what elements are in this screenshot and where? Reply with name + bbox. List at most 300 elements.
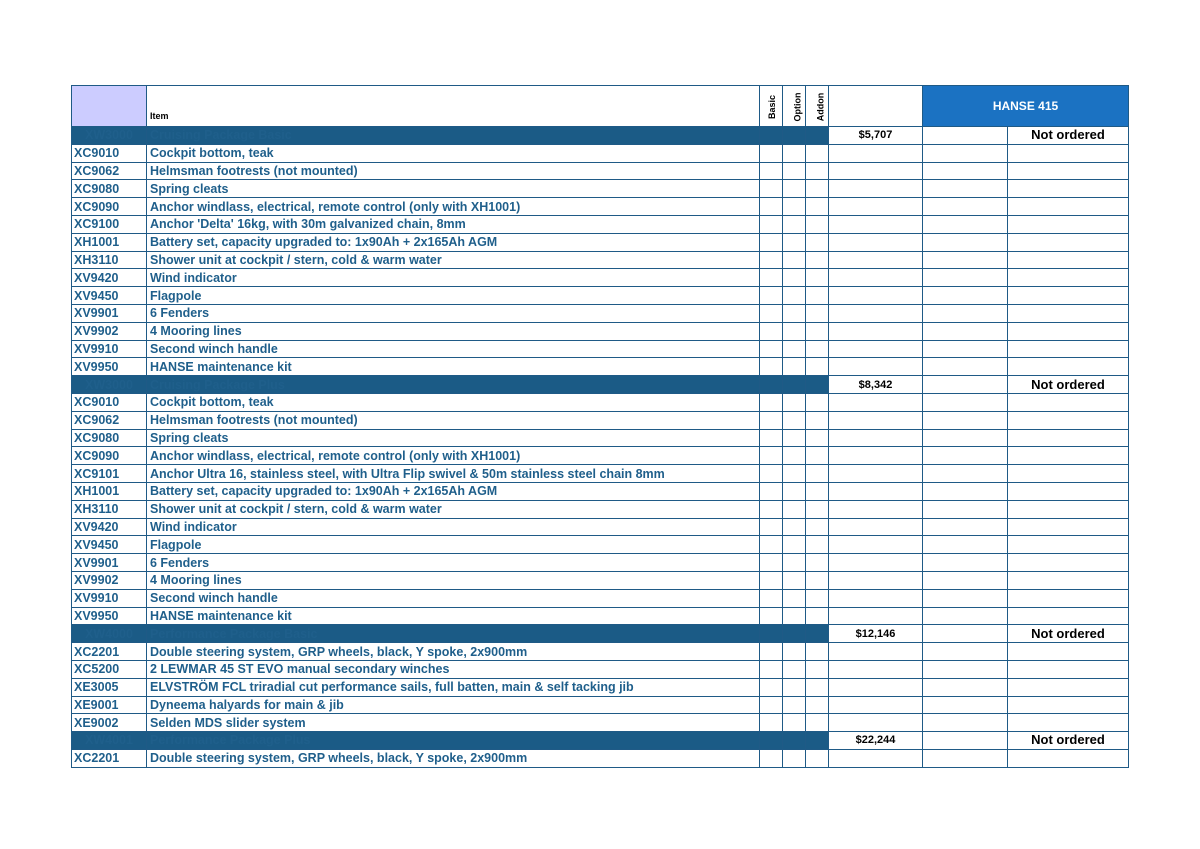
price-cell (829, 269, 923, 287)
price-cell (829, 536, 923, 554)
basic-cell (760, 304, 783, 322)
item-name: Shower unit at cockpit / stern, cold & warm water (147, 251, 760, 269)
addon-cell (806, 411, 829, 429)
item-name: Anchor 'Delta' 16kg, with 30m galvanized chain, 8mm (147, 215, 760, 233)
basic-cell (760, 144, 783, 162)
table-row (72, 198, 1129, 216)
basic-cell (760, 554, 783, 572)
item-code: XW3000 (72, 127, 147, 145)
price-cell (829, 554, 923, 572)
addon-cell (806, 714, 829, 732)
status-cell: Not ordered (1008, 625, 1129, 643)
item-code: XV9902 (72, 571, 147, 589)
price-cell (829, 429, 923, 447)
status-cell: Not ordered (1008, 732, 1129, 750)
item-code: XC9100 (72, 215, 147, 233)
addon-cell (806, 732, 829, 750)
basic-cell (760, 465, 783, 483)
addon-cell (806, 678, 829, 696)
price-cell: $12,146 (829, 625, 923, 643)
status-cell (1008, 660, 1129, 678)
option-cell (783, 589, 806, 607)
basic-cell (760, 447, 783, 465)
item-name: HANSE maintenance kit (147, 358, 760, 376)
blank-cell (923, 269, 1008, 287)
item-name: Cockpit bottom, teak (147, 393, 760, 411)
table-row (72, 251, 1129, 269)
option-cell (783, 732, 806, 750)
blank-cell (923, 554, 1008, 572)
status-cell (1008, 447, 1129, 465)
blank-cell (923, 340, 1008, 358)
option-cell (783, 554, 806, 572)
table-row (72, 180, 1129, 198)
option-cell (783, 482, 806, 500)
basic-cell (760, 660, 783, 678)
item-name: Flagpole (147, 287, 760, 305)
blank-cell (923, 696, 1008, 714)
item-code: XC9080 (72, 180, 147, 198)
basic-cell (760, 696, 783, 714)
option-cell (783, 180, 806, 198)
item-name: Cockpit bottom, teak (147, 144, 760, 162)
addon-cell (806, 749, 829, 767)
blank-cell (923, 714, 1008, 732)
addon-cell (806, 215, 829, 233)
status-cell (1008, 696, 1129, 714)
addon-cell (806, 518, 829, 536)
item-code: XV9901 (72, 554, 147, 572)
status-cell (1008, 251, 1129, 269)
addon-cell (806, 144, 829, 162)
addon-cell (806, 643, 829, 661)
price-cell (829, 696, 923, 714)
price-cell (829, 233, 923, 251)
status-cell (1008, 429, 1129, 447)
table-row (72, 571, 1129, 589)
item-name: Cruising Package Basic (147, 127, 760, 145)
blank-cell (923, 607, 1008, 625)
item-code: XV9420 (72, 269, 147, 287)
item-code: XE9001 (72, 696, 147, 714)
basic-cell (760, 643, 783, 661)
table-row (72, 696, 1129, 714)
addon-cell (806, 429, 829, 447)
basic-cell (760, 180, 783, 198)
status-cell (1008, 465, 1129, 483)
table-row (72, 554, 1129, 572)
addon-cell (806, 536, 829, 554)
price-cell: $22,244 (829, 732, 923, 750)
table-row (72, 447, 1129, 465)
price-cell (829, 607, 923, 625)
addon-cell (806, 180, 829, 198)
blank-cell (923, 571, 1008, 589)
item-name: 6 Fenders (147, 554, 760, 572)
item-code: XC9062 (72, 162, 147, 180)
basic-cell (760, 215, 783, 233)
item-name: Helmsman footrests (not mounted) (147, 411, 760, 429)
status-cell (1008, 215, 1129, 233)
item-name: Shower unit at cockpit / stern, cold & warm water (147, 500, 760, 518)
blank-cell (923, 678, 1008, 696)
table-row (72, 393, 1129, 411)
item-code: XH1001 (72, 482, 147, 500)
basic-cell (760, 536, 783, 554)
item-code: XV9450 (72, 287, 147, 305)
status-cell (1008, 536, 1129, 554)
item-name: Double steering system, GRP wheels, black, Y spoke, 2x900mm (147, 643, 760, 661)
item-code: XV9901 (72, 304, 147, 322)
status-cell (1008, 643, 1129, 661)
status-cell (1008, 144, 1129, 162)
code-header (72, 86, 147, 127)
status-cell (1008, 411, 1129, 429)
option-cell (783, 198, 806, 216)
blank-cell (923, 411, 1008, 429)
blank-cell (923, 429, 1008, 447)
basic-cell (760, 233, 783, 251)
status-cell (1008, 358, 1129, 376)
option-cell (783, 358, 806, 376)
basic-cell (760, 732, 783, 750)
item-name: 4 Mooring lines (147, 322, 760, 340)
price-cell (829, 714, 923, 732)
basic-cell (760, 411, 783, 429)
blank-cell (923, 447, 1008, 465)
table-row (72, 749, 1129, 767)
addon-cell (806, 127, 829, 145)
addon-cell (806, 660, 829, 678)
basic-cell (760, 500, 783, 518)
addon-cell (806, 625, 829, 643)
item-code: XC5200 (72, 660, 147, 678)
status-cell (1008, 749, 1129, 767)
option-cell (783, 429, 806, 447)
table-row (72, 482, 1129, 500)
addon-cell (806, 251, 829, 269)
option-cell (783, 144, 806, 162)
option-cell (783, 215, 806, 233)
option-cell (783, 411, 806, 429)
option-cell (783, 660, 806, 678)
basic-cell (760, 393, 783, 411)
blank-cell (923, 393, 1008, 411)
option-cell (783, 127, 806, 145)
item-code: XC9010 (72, 393, 147, 411)
price-cell (829, 180, 923, 198)
item-code: XE3005 (72, 678, 147, 696)
item-name: HANSE maintenance kit (147, 607, 760, 625)
blank-cell (923, 251, 1008, 269)
status-cell (1008, 180, 1129, 198)
item-name: 6 Fenders (147, 304, 760, 322)
price-cell (829, 482, 923, 500)
status-cell (1008, 198, 1129, 216)
item-code: XV9450 (72, 536, 147, 554)
basic-cell (760, 322, 783, 340)
basic-cell (760, 198, 783, 216)
price-cell (829, 447, 923, 465)
price-cell (829, 589, 923, 607)
blank-cell (923, 660, 1008, 678)
addon-cell (806, 607, 829, 625)
option-cell (783, 269, 806, 287)
blank-cell (923, 180, 1008, 198)
blank-cell (923, 322, 1008, 340)
blank-cell (923, 358, 1008, 376)
option-cell (783, 304, 806, 322)
table-row (72, 660, 1129, 678)
option-cell (783, 233, 806, 251)
basic-cell (760, 482, 783, 500)
addon-cell (806, 447, 829, 465)
addon-cell (806, 340, 829, 358)
option-cell (783, 322, 806, 340)
option-cell (783, 251, 806, 269)
blank-cell (923, 215, 1008, 233)
addon-cell (806, 465, 829, 483)
blank-cell (923, 536, 1008, 554)
item-code: XC9090 (72, 447, 147, 465)
status-cell (1008, 571, 1129, 589)
blank-cell (923, 732, 1008, 750)
item-name: Battery set, capacity upgraded to: 1x90Ah + 2x165Ah AGM (147, 482, 760, 500)
addon-cell (806, 696, 829, 714)
addon-cell (806, 304, 829, 322)
basic-cell (760, 607, 783, 625)
price-cell (829, 198, 923, 216)
basic-cell (760, 251, 783, 269)
item-name: Performance Package Basic (147, 625, 760, 643)
table-row (72, 340, 1129, 358)
status-cell (1008, 393, 1129, 411)
blank-cell (923, 643, 1008, 661)
price-cell (829, 162, 923, 180)
item-code: XH3110 (72, 251, 147, 269)
price-cell (829, 500, 923, 518)
price-cell (829, 251, 923, 269)
blank-cell (923, 465, 1008, 483)
table-row (72, 678, 1129, 696)
item-code: XE9002 (72, 714, 147, 732)
item-name: Anchor windlass, electrical, remote control (only with XH1001) (147, 198, 760, 216)
status-cell: Not ordered (1008, 376, 1129, 394)
status-cell (1008, 340, 1129, 358)
price-cell (829, 287, 923, 305)
option-cell (783, 393, 806, 411)
status-cell (1008, 554, 1129, 572)
table-row (72, 144, 1129, 162)
item-code: XC9090 (72, 198, 147, 216)
status-cell (1008, 482, 1129, 500)
package-row (72, 127, 1129, 145)
addon-cell (806, 554, 829, 572)
status-cell (1008, 607, 1129, 625)
option-cell (783, 500, 806, 518)
status-cell: Not ordered (1008, 127, 1129, 145)
table-row (72, 358, 1129, 376)
option-cell (783, 714, 806, 732)
basic-cell (760, 287, 783, 305)
basic-cell (760, 714, 783, 732)
table-row (72, 269, 1129, 287)
basic-header: Basic (760, 86, 783, 127)
status-cell (1008, 287, 1129, 305)
item-code: XV9902 (72, 322, 147, 340)
price-cell: $5,707 (829, 127, 923, 145)
item-name: 4 Mooring lines (147, 571, 760, 589)
option-cell (783, 678, 806, 696)
table-row (72, 536, 1129, 554)
item-name: Battery set, capacity upgraded to: 1x90Ah + 2x165Ah AGM (147, 233, 760, 251)
addon-cell (806, 376, 829, 394)
blank-cell (923, 482, 1008, 500)
item-code: XC2201 (72, 749, 147, 767)
price-cell (829, 643, 923, 661)
status-cell (1008, 500, 1129, 518)
addon-cell (806, 322, 829, 340)
basic-cell (760, 749, 783, 767)
basic-cell (760, 571, 783, 589)
option-cell (783, 518, 806, 536)
status-cell (1008, 322, 1129, 340)
price-cell: $8,342 (829, 376, 923, 394)
option-cell (783, 465, 806, 483)
basic-cell (760, 625, 783, 643)
basic-cell (760, 429, 783, 447)
addon-cell (806, 198, 829, 216)
item-name: Flagpole (147, 536, 760, 554)
status-cell (1008, 233, 1129, 251)
status-cell (1008, 518, 1129, 536)
item-name: ELVSTRÖM FCL triradial cut performance sails, full batten, main & self tacking jib (147, 678, 760, 696)
item-code: XV9420 (72, 518, 147, 536)
option-header: Option (783, 86, 806, 127)
price-cell (829, 660, 923, 678)
table-row (72, 215, 1129, 233)
item-name: Performance Package Plus (147, 732, 760, 750)
basic-cell (760, 589, 783, 607)
option-cell (783, 625, 806, 643)
item-code: XW4000 (72, 625, 147, 643)
item-name: Wind indicator (147, 518, 760, 536)
package-row (72, 732, 1129, 750)
item-name: Double steering system, GRP wheels, black, Y spoke, 2x900mm (147, 749, 760, 767)
basic-cell (760, 376, 783, 394)
item-header: Item (147, 86, 760, 127)
basic-cell (760, 358, 783, 376)
package-row (72, 625, 1129, 643)
price-cell (829, 340, 923, 358)
item-code: XH3110 (72, 500, 147, 518)
item-code: XC2201 (72, 643, 147, 661)
addon-cell (806, 500, 829, 518)
table-row (72, 518, 1129, 536)
blank-cell (923, 518, 1008, 536)
model-header: HANSE 415 (923, 86, 1129, 127)
table-row (72, 465, 1129, 483)
status-cell (1008, 589, 1129, 607)
item-code: XV9950 (72, 358, 147, 376)
item-name: Anchor Ultra 16, stainless steel, with Ultra Flip swivel & 50m stainless steel chain 8mm (147, 465, 760, 483)
blank-cell (923, 500, 1008, 518)
blank-cell (923, 304, 1008, 322)
blank-cell (923, 144, 1008, 162)
table-row (72, 714, 1129, 732)
price-cell (829, 678, 923, 696)
blank-cell (923, 233, 1008, 251)
option-cell (783, 749, 806, 767)
option-cell (783, 162, 806, 180)
blank-cell (923, 198, 1008, 216)
item-code: XC9062 (72, 411, 147, 429)
package-row (72, 376, 1129, 394)
price-cell (829, 411, 923, 429)
item-code: XC9080 (72, 429, 147, 447)
status-cell (1008, 678, 1129, 696)
price-cell (829, 465, 923, 483)
blank-cell (923, 376, 1008, 394)
table-row (72, 589, 1129, 607)
price-cell (829, 304, 923, 322)
item-name: Cruising Package Plus (147, 376, 760, 394)
blank-cell (923, 749, 1008, 767)
table-row (72, 500, 1129, 518)
option-cell (783, 287, 806, 305)
basic-cell (760, 518, 783, 536)
addon-cell (806, 233, 829, 251)
table-row (72, 287, 1129, 305)
table-row (72, 411, 1129, 429)
item-code: XC9010 (72, 144, 147, 162)
item-code: XH1001 (72, 233, 147, 251)
item-code: XW3000 (72, 376, 147, 394)
basic-cell (760, 678, 783, 696)
addon-header: Addon (806, 86, 829, 127)
option-cell (783, 607, 806, 625)
price-header (829, 86, 923, 127)
item-name: Spring cleats (147, 429, 760, 447)
option-cell (783, 340, 806, 358)
option-cell (783, 643, 806, 661)
item-name: Dyneema halyards for main & jib (147, 696, 760, 714)
price-cell (829, 571, 923, 589)
header-row (72, 86, 1129, 127)
option-cell (783, 571, 806, 589)
basic-cell (760, 340, 783, 358)
item-name: 2 LEWMAR 45 ST EVO manual secondary winches (147, 660, 760, 678)
price-cell (829, 215, 923, 233)
option-cell (783, 447, 806, 465)
status-cell (1008, 269, 1129, 287)
blank-cell (923, 589, 1008, 607)
price-cell (829, 393, 923, 411)
option-cell (783, 696, 806, 714)
blank-cell (923, 162, 1008, 180)
blank-cell (923, 287, 1008, 305)
table-row (72, 233, 1129, 251)
item-name: Spring cleats (147, 180, 760, 198)
addon-cell (806, 162, 829, 180)
status-cell (1008, 162, 1129, 180)
price-cell (829, 518, 923, 536)
table-row (72, 643, 1129, 661)
status-cell (1008, 714, 1129, 732)
option-cell (783, 536, 806, 554)
price-cell (829, 749, 923, 767)
table-row (72, 162, 1129, 180)
